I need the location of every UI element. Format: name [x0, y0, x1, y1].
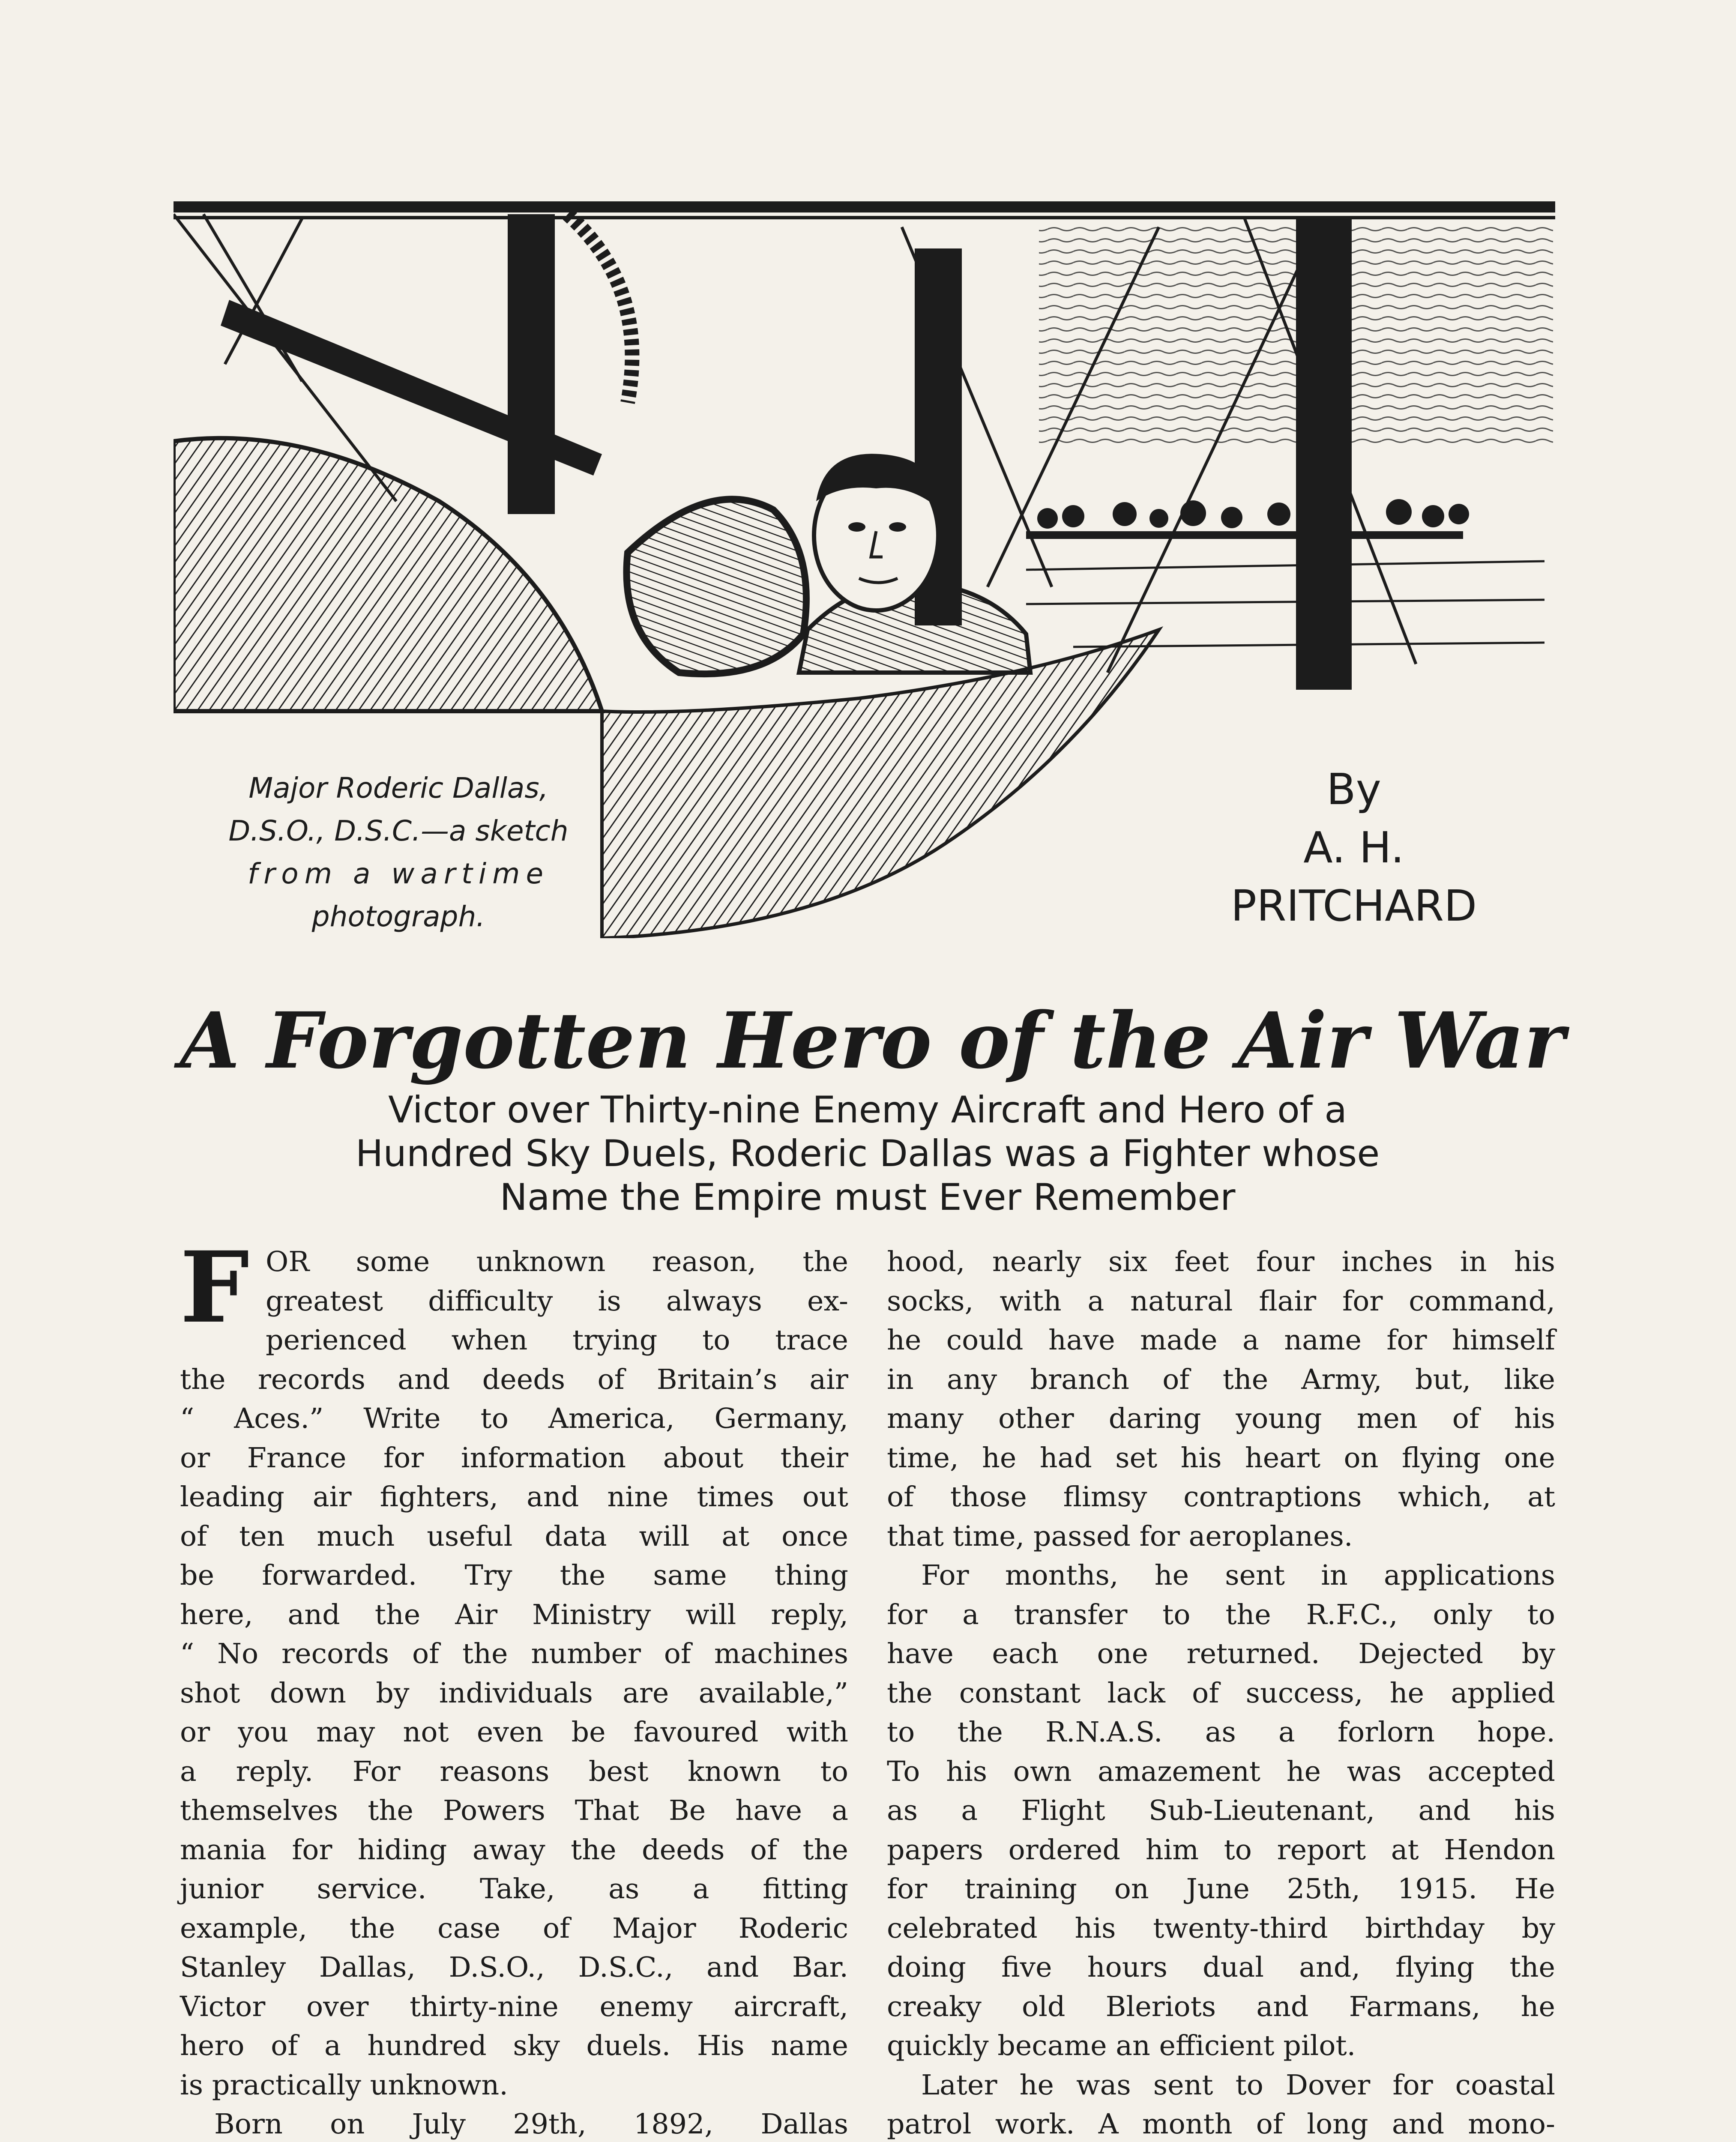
- text-line: For months, he sent in applications: [921, 1559, 1555, 1592]
- byline-surname: PRITCHARD: [1230, 881, 1477, 931]
- text-line: of ten much useful data will at once: [180, 1520, 848, 1553]
- text-line: OR some unknown reason, the: [266, 1246, 848, 1278]
- article-title: A Forgotten Hero of the Air War: [180, 996, 1565, 1086]
- text-line: as a Flight Sub-Lieutenant, and his: [887, 1795, 1555, 1827]
- text-line: for a transfer to the R.F.C., only to: [887, 1598, 1555, 1631]
- subtitle-line: Victor over Thirty-nine Enemy Aircraft and Hero of a: [388, 1089, 1347, 1131]
- caption-line: photograph.: [311, 900, 485, 933]
- text-line: junior service. Take, as a fitting: [180, 1873, 848, 1905]
- text-line: of those flimsy contraptions which, at: [887, 1481, 1555, 1513]
- text-line: doing five hours dual and, flying the: [887, 1951, 1555, 1983]
- text-line: papers ordered him to report at Hendon: [887, 1834, 1555, 1866]
- text-line: he could have made a name for himself: [887, 1324, 1555, 1356]
- text-line: for training on June 25th, 1915. He: [887, 1873, 1555, 1905]
- text-line: is practically unknown.: [180, 2069, 508, 2101]
- author-byline: [1191, 760, 1517, 935]
- text-line: leading air fighters, and nine times out: [180, 1481, 848, 1513]
- text-line: example, the case of Major Roderic: [180, 1912, 848, 1945]
- text-line: creaky old Bleriots and Farmans, he: [887, 1990, 1555, 2023]
- text-line: celebrated his twenty-third birthday by: [887, 1912, 1555, 1945]
- caption-line: D.S.O., D.S.C.—a sketch: [228, 814, 569, 847]
- text-line: quickly became an efficient pilot.: [887, 2030, 1356, 2062]
- text-line: socks, with a natural flair for command,: [887, 1285, 1555, 1317]
- drop-cap: F: [180, 1230, 249, 1345]
- text-line: Stanley Dallas, D.S.O., D.S.C., and Bar.: [180, 1951, 848, 1983]
- byline-initials: A. H.: [1303, 823, 1404, 873]
- text-line: to the R.N.A.S. as a forlorn hope.: [887, 1716, 1555, 1748]
- left-column: [180, 1230, 848, 2142]
- pilot-figure: [799, 454, 1030, 673]
- text-line: “ No records of the number of machines: [180, 1638, 848, 1670]
- byline-by: By: [1326, 764, 1381, 814]
- text-line: here, and the Air Ministry will reply,: [180, 1598, 848, 1631]
- text-line: or France for information about their: [180, 1442, 848, 1474]
- illustration-caption: [206, 767, 591, 938]
- text-line: shot down by individuals are available,”: [180, 1677, 848, 1709]
- text-line: a reply. For reasons best known to: [180, 1755, 848, 1788]
- text-line: many other daring young men of his: [887, 1403, 1555, 1435]
- text-line: “ Aces.” Write to America, Germany,: [180, 1403, 848, 1435]
- text-line: time, he had set his heart on flying one: [887, 1442, 1555, 1474]
- subtitle-line: Hundred Sky Duels, Roderic Dallas was a Fighter whose: [355, 1132, 1380, 1175]
- text-line: Born on July 29th, 1892, Dallas: [214, 2108, 848, 2140]
- right-column: [887, 1242, 1555, 2142]
- text-line: that time, passed for aeroplanes.: [887, 1520, 1353, 1553]
- text-line: hero of a hundred sky duels. His name: [180, 2030, 848, 2062]
- subtitle-line: Name the Empire must Ever Remember: [500, 1176, 1236, 1219]
- caption-line: from a wartime: [247, 857, 550, 890]
- text-line: Victor over thirty-nine enemy aircraft,: [180, 1990, 848, 2023]
- text-line: hood, nearly six feet four inches in his: [887, 1246, 1555, 1278]
- text-line: To his own amazement he was accepted: [887, 1755, 1555, 1788]
- text-line: perienced when trying to trace: [266, 1324, 848, 1356]
- text-line: in any branch of the Army, but, like: [887, 1363, 1555, 1396]
- text-line: the constant lack of success, he applied: [887, 1677, 1555, 1709]
- text-line: the records and deeds of Britain’s air: [180, 1363, 848, 1396]
- article-subtitle: [180, 1088, 1555, 1219]
- text-line: mania for hiding away the deeds of the: [180, 1834, 848, 1866]
- text-line: Later he was sent to Dover for coastal: [921, 2069, 1555, 2101]
- text-line: patrol work. A month of long and mono-: [887, 2108, 1555, 2140]
- text-line: or you may not even be favoured with: [180, 1716, 848, 1748]
- text-line: greatest difficulty is always ex-: [266, 1285, 848, 1317]
- text-line: be forwarded. Try the same thing: [180, 1559, 848, 1592]
- text-line: themselves the Powers That Be have a: [180, 1795, 848, 1827]
- text-line: have each one returned. Dejected by: [887, 1638, 1555, 1670]
- caption-line: Major Roderic Dallas,: [248, 772, 548, 805]
